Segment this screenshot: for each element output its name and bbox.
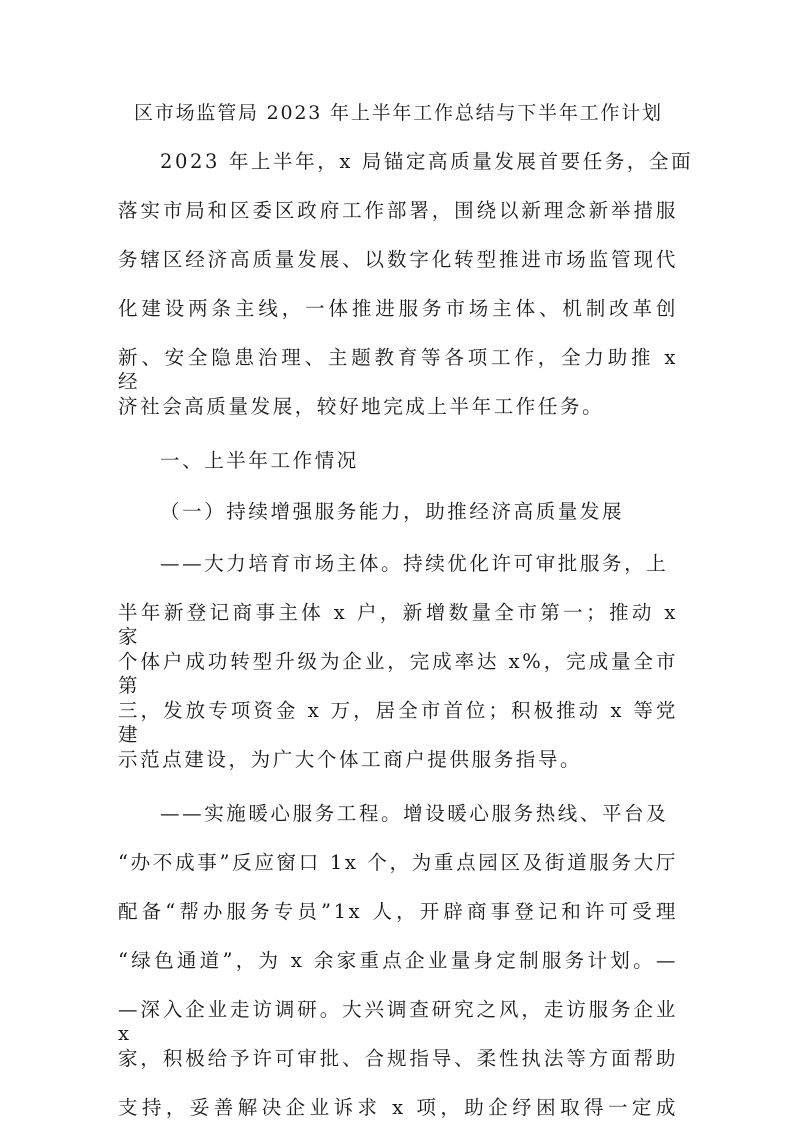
paragraph-line: 配备“帮办服务专员”1x 人，开辟商事登记和许可受理 [118, 900, 678, 923]
paragraph-line: 个体户成功转型升级为企业，完成率达 x%，完成量全市第 [118, 650, 678, 697]
paragraph-line: 2023 年上半年，x 局锚定高质量发展首要任务，全面 [160, 150, 694, 173]
paragraph-line: 务辖区经济高质量发展、以数字化转型推进市场监管现代 [118, 248, 678, 271]
section-heading: 一、上半年工作情况 [160, 449, 359, 472]
paragraph-line: ——大力培育市场主体。持续优化许可审批服务，上 [160, 552, 669, 575]
paragraph-line: ——实施暖心服务工程。增设暖心服务热线、平台及 [160, 802, 669, 825]
document-title: 区市场监管局 2023 年上半年工作总结与下半年工作计划 [134, 102, 663, 124]
subsection-heading: （一）持续增强服务能力，助推经济高质量发展 [160, 500, 625, 523]
paragraph-line: “绿色通道”，为 x 余家重点企业量身定制服务计划。— [118, 949, 678, 972]
paragraph-line: 济社会高质量发展，较好地完成上半年工作任务。 [118, 395, 605, 418]
paragraph-line: 半年新登记商事主体 x 户，新增数量全市第一；推动 x 家 [118, 601, 678, 648]
paragraph-line: —深入企业走访调研。大兴调查研究之风，走访服务企业 x [118, 998, 678, 1045]
paragraph-line: 化建设两条主线，一体推进服务市场主体、机制改革创 [118, 297, 678, 320]
paragraph-line: 家，积极给予许可审批、合规指导、柔性执法等方面帮助 [118, 1047, 678, 1070]
paragraph-line: 支持，妥善解决企业诉求 x 项，助企纾困取得一定成 [118, 1096, 678, 1119]
paragraph-line: 示范点建设，为广大个体工商户提供服务指导。 [118, 748, 583, 771]
paragraph-line: “办不成事”反应窗口 1x 个，为重点园区及街道服务大厅 [118, 851, 678, 874]
paragraph-line: 落实市局和区委区政府工作部署，围绕以新理念新举措服 [118, 199, 678, 222]
paragraph-line: 三，发放专项资金 x 万，居全市首位；积极推动 x 等党建 [118, 699, 678, 746]
paragraph-line: 新、安全隐患治理、主题教育等各项工作，全力助推 x 经 [118, 346, 678, 393]
